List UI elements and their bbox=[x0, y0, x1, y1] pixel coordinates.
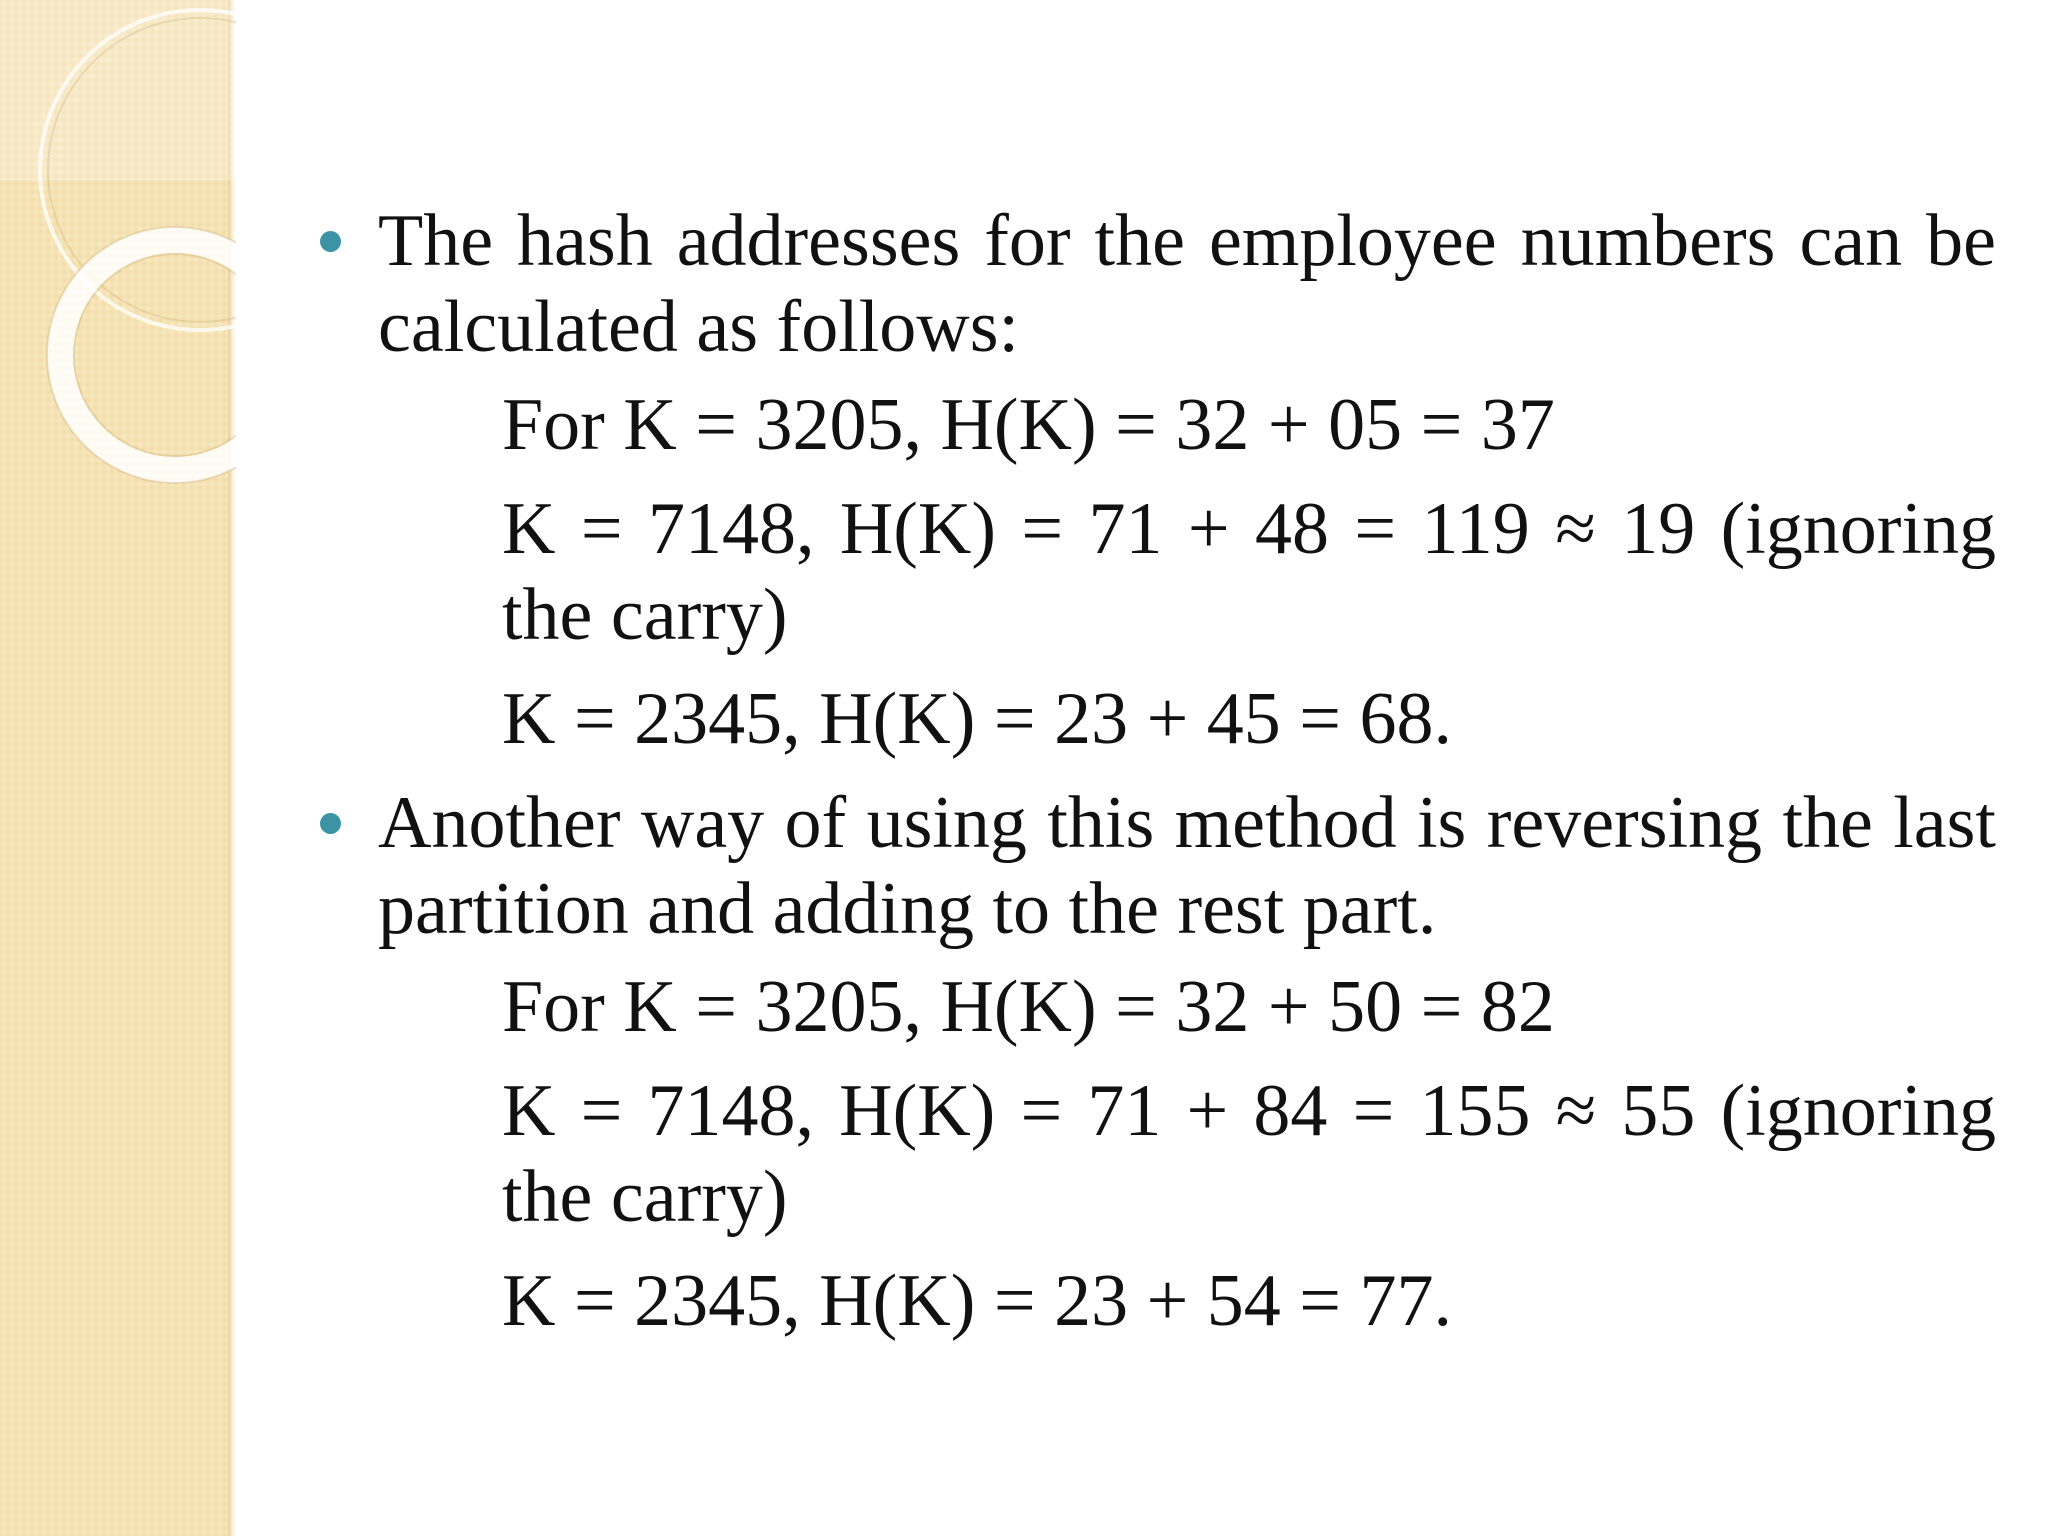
example-line: K = 7148, H(K) = 71 + 48 = 119 ≈ 19 (ignoring the carry) bbox=[502, 488, 1996, 656]
slide-content bbox=[300, 198, 1996, 1362]
decorative-rings-icon bbox=[0, 0, 236, 520]
example-group bbox=[300, 382, 1996, 762]
circle-bullet-icon bbox=[320, 813, 341, 834]
example-line: K = 2345, H(K) = 23 + 45 = 68. bbox=[502, 678, 1453, 760]
circle-bullet-icon bbox=[320, 231, 341, 252]
bullet-item bbox=[300, 780, 1996, 952]
bullet-item bbox=[300, 198, 1996, 370]
example-group bbox=[300, 964, 1996, 1344]
example-line: For K = 3205, H(K) = 32 + 50 = 82 bbox=[502, 966, 1555, 1048]
example-line: K = 7148, H(K) = 71 + 84 = 155 ≈ 55 (ignoring the carry) bbox=[502, 1070, 1996, 1238]
example-line: K = 2345, H(K) = 23 + 54 = 77. bbox=[502, 1260, 1453, 1342]
example-line: For K = 3205, H(K) = 32 + 05 = 37 bbox=[502, 384, 1555, 466]
bullet-text: Another way of using this method is reversing the last partition and adding to the rest part. bbox=[378, 782, 1996, 950]
bullet-text: The hash addresses for the employee numbers can be calculated as follows: bbox=[378, 200, 1996, 368]
